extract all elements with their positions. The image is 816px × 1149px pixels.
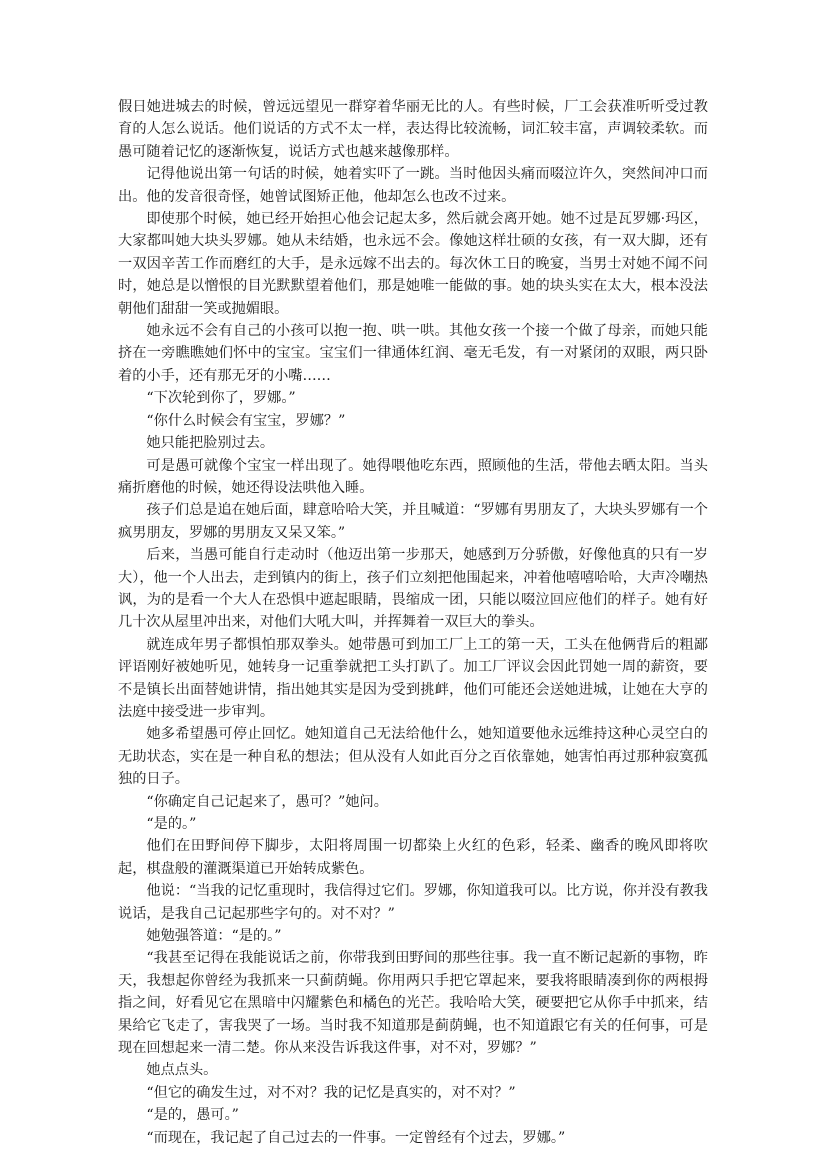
dialogue-line: “而现在，我记起了自己过去的一件事。一定曾经有个过去，罗娜。” bbox=[146, 1129, 566, 1146]
paragraph: 他们在田野间停下脚步，太阳将周围一切都染上火红的色彩，轻柔、幽香的晚风即将吹起，棋盘般的灌溉渠道已开始转成紫色。 bbox=[118, 838, 708, 877]
paragraph: 假日她进城去的时候，曾远远望见一群穿着华丽无比的人。有些时候，厂工会获准听听受过教育的人怎么说话。他们说话的方式不太一样，表达得比较流畅，词汇较丰富，声调较柔软。而愚可随着记忆的逐渐恢复，说话方式也越来越像那样。 bbox=[118, 99, 708, 160]
paragraph: 就连成年男子都惧怕那双拳头。她带愚可到加工厂上工的第一天，工头在他俩背后的粗鄙评语刚好被她听见，她转身一记重拳就把工头打趴了。加工厂评议会因此罚她一周的薪资，要不是镇长出面替她讲情，指出她其实是因为受到挑衅，他们可能还会送她进城，让她在大亨的法庭中接受进一步审判。 bbox=[118, 636, 708, 720]
paragraph: 即使那个时候，她已经开始担心他会记起太多，然后就会离开她。她不过是瓦罗娜·玛区，大家都叫她大块头罗娜。她从未结婚，也永远不会。像她这样壮硕的女孩，有一双大脚，还有一双因辛苦工作而磨红的大手，是永远嫁不出去的。每次休工日的晚宴，当男士对她不闻不问时，她总是以憎恨的目光默默望着他们，那是她唯一能做的事。她的块头实在太大，根本没法朝他们甜甜一笑或抛媚眼。 bbox=[118, 211, 708, 317]
paragraph: 孩子们总是追在她后面，肆意哈哈大笑，并且喊道：“罗娜有男朋友了，大块头罗娜有一个疯男朋友，罗娜的男朋友又呆又笨。” bbox=[118, 502, 708, 541]
dialogue-line: “是的，愚可。” bbox=[146, 1107, 239, 1124]
dialogue-line: “你什么时候会有宝宝，罗娜？” bbox=[146, 412, 346, 429]
dialogue-line: “是的。” bbox=[146, 816, 197, 832]
paragraph: 她永远不会有自己的小孩可以抱一抱、哄一哄。其他女孩一个接一个做了母亲，而她只能挤在一旁瞧瞧她们怀中的宝宝。宝宝们一律通体红润、毫无毛发，有一对紧闭的双眼，两只卧着的小手，还有那无牙的小嘴…… bbox=[118, 323, 708, 384]
paragraph: 可是愚可就像个宝宝一样出现了。她得喂他吃东西，照顾他的生活，带他去晒太阳。当头痛折磨他的时候，她还得设法哄他入睡。 bbox=[118, 457, 708, 496]
paragraph: 她多希望愚可停止回忆。她知道自己无法给他什么，她知道要他永远维持这种心灵空白的无助状态，实在是一种自私的想法；但从没有人如此百分之百依靠她，她害怕再过那种寂寞孤独的日子。 bbox=[118, 726, 708, 788]
dialogue-line: “下次轮到你了，罗娜。” bbox=[146, 390, 296, 407]
paragraph: 她勉强答道：“是的。” bbox=[146, 928, 282, 945]
paragraph: 记得他说出第一句话的时候，她着实吓了一跳。当时他因头痛而啜泣许久，突然间冲口而出。他的发音很奇怪，她曾试图矫正他，他却怎么也改不过来。 bbox=[118, 166, 708, 205]
dialogue-line: “我甚至记得在我能说话之前，你带我到田野间的那些往事。我一直不断记起新的事物，昨天，我想起你曾经为我抓来一只蓟荫蝇。你用两只手把它罩起来，要我将眼睛凑到你的两根拇指之间，好看见它在黑暗中闪耀紫色和橘色的光芒。我哈哈大笑，硬要把它从你手中抓来，结果给它飞走了，害我哭了一场。当时我不知道那是蓟荫蝇，也不知道跟它有关的任何事，可是现在回想起来一清二楚。你从来没告诉我这件事，对不对，罗娜？” bbox=[118, 950, 708, 1057]
document-body bbox=[118, 96, 708, 1149]
paragraph: 她只能把脸别过去。 bbox=[146, 435, 275, 452]
dialogue-line: “但它的确发生过，对不对？我的记忆是真实的，对不对？” bbox=[146, 1084, 516, 1101]
paragraph: 后来，当愚可能自行走动时（他迈出第一步那天，她感到万分骄傲，好像他真的只有一岁大），他一个人出去，走到镇内的街上，孩子们立刻把他围起来，冲着他嘻嘻哈哈，大声冷嘲热讽，为的是看一个大人在恐惧中遮起眼睛，畏缩成一团，只能以啜泣回应他们的样子。她有好几十次从屋里冲出来，对他们大吼大叫，并挥舞着一双巨大的拳头。 bbox=[118, 547, 708, 631]
paragraph: 他说：“当我的记忆重现时，我信得过它们。罗娜，你知道我可以。比方说，你并没有教我说话，是我自己记起那些字句的。对不对？” bbox=[118, 883, 708, 922]
paragraph: 她点点头。 bbox=[146, 1062, 218, 1079]
dialogue-line: “你确定自己记起来了，愚可？”她问。 bbox=[146, 793, 388, 810]
